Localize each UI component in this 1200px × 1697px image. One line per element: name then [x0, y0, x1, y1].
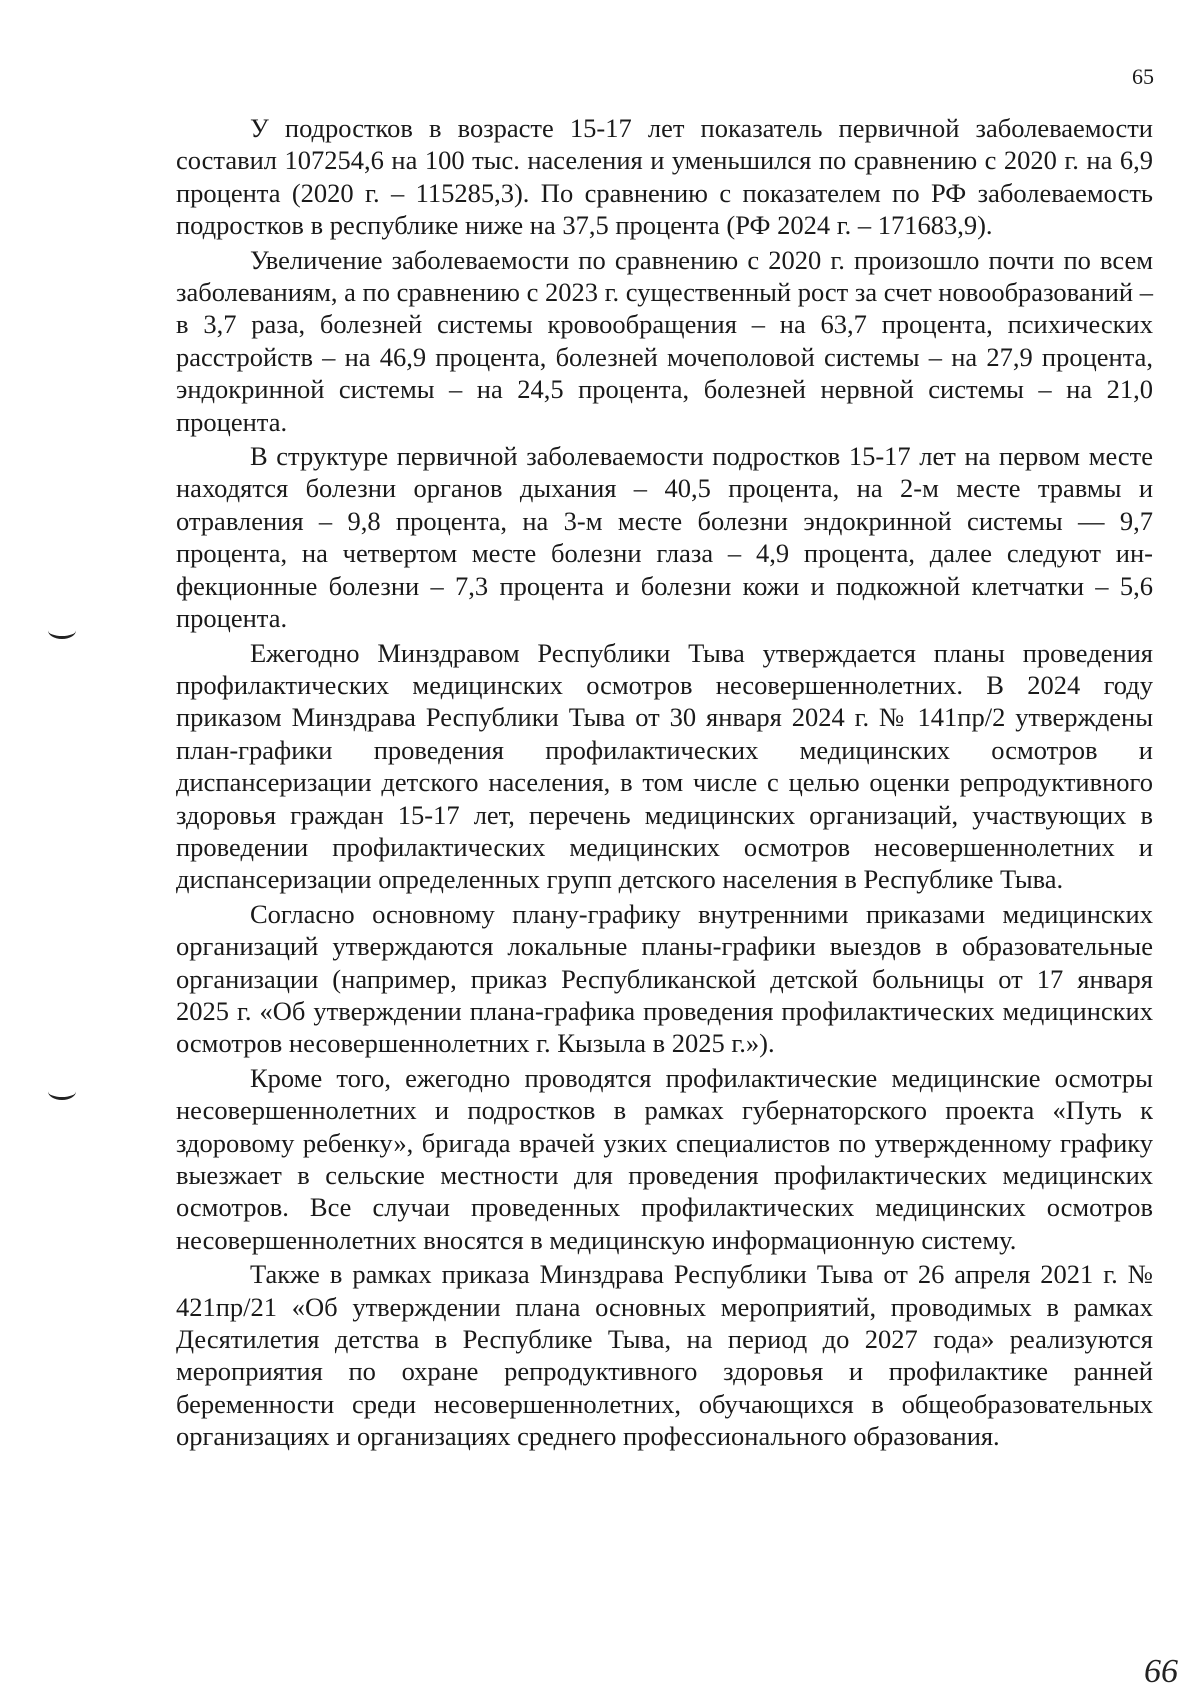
paragraph: В структуре первичной заболеваемости подростков 15-17 лет на первом месте находятся болезни органов дыхания – 40,5 процента, на 2-м месте травмы и отравления – 9,8 процента, на 3-м месте болезни эндокринной системы — 9,7 процента, на четвертом месте болезни глаза – 4,9 процента, далее следуют инфекционные болезни – 7,3 процента и болезни кожи и подкожной клетчатки – 5,6 процента. — [176, 441, 1153, 634]
document-body — [176, 112, 1153, 1455]
handwritten-page-number: 66 — [1144, 1653, 1178, 1690]
paragraph: Ежегодно Минздравом Республики Тыва утверждается планы проведения профилактических медицинских осмотров несовершеннолетних. В 2024 году приказом Минздрава Республики Тыва от 30 января 2024 г. № 141пр/2 утверждены план-графики проведения профилактических медицинских осмотров и диспансеризации детского населения, в том числе с целью оценки репродуктивного здоровья граждан 15-17 лет, перечень медицинских организаций, участвующих в проведении профилактических медицинских осмотров несовершеннолетних и диспансеризации определенных групп детского населения в Республике Тыва. — [176, 637, 1153, 895]
scan-binding-mark — [48, 1083, 76, 1100]
paragraph: Также в рамках приказа Минздрава Республики Тыва от 26 апреля 2021 г. № 421пр/21 «Об утверждении плана основных мероприятий, проводимых в рамках Десятилетия детства в Республике Тыва, на период до 2027 года» реализуются мероприятия по охране репродуктивного здоровья и профилактике ранней беременности среди несовершеннолетних, обучающихся в общеобразовательных организациях и организациях среднего профессионального образования. — [176, 1259, 1153, 1452]
scan-binding-mark — [48, 622, 76, 639]
paragraph: Увеличение заболеваемости по сравнению с 2020 г. произошло почти по всем заболеваниям, а по сравнению с 2023 г. существенный рост за счет новообразований – в 3,7 раза, болезней системы кровообращения – на 63,7 процента, психических расстройств – на 46,9 процента, болезней мочеполовой системы – на 27,9 процента, эндокринной системы – на 24,5 процента, болезней нервной системы – на 21,0 процента. — [176, 244, 1153, 437]
page-number: 65 — [1132, 64, 1154, 89]
paragraph: Кроме того, ежегодно проводятся профилактические медицинские осмотры несовершеннолетних и подростков в рамках губернаторского проекта «Путь к здоровому ребенку», бригада врачей узких специалистов по утвержденному графику выезжает в сельские местности для проведения профилактических медицинских осмотров. Все случаи проведенных профилактических медицинских осмотров несовершеннолетних вносятся в медицинскую информационную систему. — [176, 1062, 1153, 1255]
paragraph: У подростков в возрасте 15-17 лет показатель первичной заболеваемости составил 107254,6 на 100 тыс. населения и уменьшился по сравнению с 2020 г. на 6,9 процента (2020 г. – 115285,3). По сравнению с показателем по РФ заболеваемость подростков в республике ниже на 37,5 процента (РФ 2024 г. – 171683,9). — [176, 113, 1153, 241]
paragraph: Согласно основному плану-графику внутренними приказами медицинских организаций утверждаются локальные планы-графики выездов в образовательные организации (например, приказ Республиканской детской больницы от 17 января 2025 г. «Об утверждении плана-графика проведения профилактических медицинских осмотров несовершеннолетних г. Кызыла в 2025 г.»). — [176, 898, 1153, 1059]
